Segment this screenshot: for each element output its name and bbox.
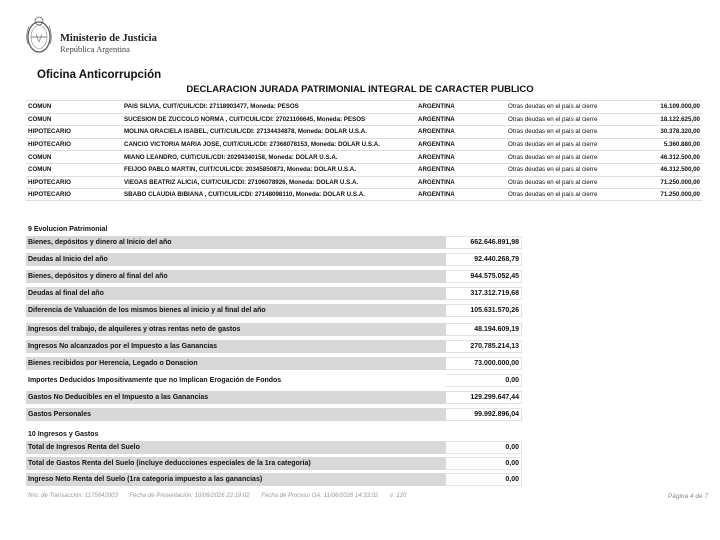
- creditor-name: MIANO LEANDRO, CUIT/CUIL/CDI: 20294340158, Moneda: DOLAR U.S.A.: [124, 153, 338, 161]
- table-row: [26, 188, 702, 201]
- evolution-label: Ingresos No alcanzados por el Impuesto a las Ganancias: [26, 340, 446, 353]
- evolution-label: Importes Deducidos Impositivamente que no Implican Erogación de Fondos: [26, 374, 446, 387]
- page-footer: [28, 493, 416, 499]
- debt-amount: 71.250.000,00: [660, 178, 700, 186]
- evolution-row: [26, 287, 522, 300]
- evolution-label: Gastos No Deducibles en el Impuesto a las Ganancias: [26, 391, 446, 404]
- debt-country: ARGENTINA: [418, 128, 455, 136]
- debt-country: ARGENTINA: [418, 166, 455, 174]
- debt-type: COMUN: [28, 115, 52, 123]
- evolution-row: [26, 253, 522, 266]
- evolution-label: Deudas al Inicio del año: [26, 253, 446, 266]
- section-title-evolucion: 9 Evolucion Patrimonial: [28, 226, 108, 233]
- evolution-value: 0,00: [446, 374, 522, 387]
- evolution-label: Diferencia de Valuación de los mismos bienes al inicio y al final del año: [26, 304, 446, 317]
- evolution-label: Bienes, depósitos y dinero al final del año: [26, 270, 446, 283]
- process-date: Fecha de Proceso OA: 11/06/2026 14:33:02: [261, 493, 379, 499]
- debt-amount: 5.360.880,00: [663, 141, 700, 149]
- debt-description: Otras deudas en el país al cierre: [508, 141, 598, 149]
- evolution-value: 105.631.570,26: [446, 304, 522, 317]
- income-label: Ingreso Neto Renta del Suelo (1ra categoria impuesto a las ganancias): [26, 473, 446, 486]
- evolution-label: Deudas al final del año: [26, 287, 446, 300]
- creditor-name: SUCESION DE ZUCCOLO NORMA , CUIT/CUIL/CDI: 27021106645, Moneda: PESOS: [124, 115, 366, 123]
- debt-amount: 71.250.000,00: [660, 190, 700, 198]
- evolution-label: Bienes, depósitos y dinero al Inicio del año: [26, 236, 446, 249]
- creditor-name: FEIJOO PABLO MARTIN, CUIT/CUIL/CDI: 20345850873, Moneda: DOLAR U.S.A.: [124, 166, 356, 174]
- evolution-row: [26, 236, 522, 249]
- debt-country: ARGENTINA: [418, 115, 455, 123]
- evolution-value: 48.194.609,19: [446, 323, 522, 336]
- evolution-value: 73.000.000,00: [446, 357, 522, 370]
- debt-country: ARGENTINA: [418, 178, 455, 186]
- debt-amount: 30.378.320,00: [660, 128, 700, 136]
- debt-description: Otras deudas en el país al cierre: [508, 153, 598, 161]
- debt-country: ARGENTINA: [418, 153, 455, 161]
- evolution-value: 662.646.891,98: [446, 236, 522, 249]
- income-value: 0,00: [446, 441, 522, 454]
- income-row: [26, 473, 522, 486]
- table-row: [26, 125, 702, 138]
- income-row: [26, 441, 522, 454]
- evolution-row: [26, 304, 522, 317]
- evolution-row: [26, 357, 522, 370]
- evolution-value: 99.992.896,04: [446, 408, 522, 421]
- evolution-row: [26, 270, 522, 283]
- debt-amount: 46.312.500,00: [660, 153, 700, 161]
- evolution-label: Ingresos del trabajo, de alquileres y otras rentas neto de gastos: [26, 323, 446, 336]
- evolution-row: [26, 374, 522, 387]
- evolution-group-1: [26, 236, 522, 321]
- evolution-label: Gastos Personales: [26, 408, 446, 421]
- evolution-row: [26, 323, 522, 336]
- debt-amount: 18.122.625,00: [660, 115, 700, 123]
- income-value: 0,00: [446, 473, 522, 486]
- debt-description: Otras deudas en el país al cierre: [508, 190, 598, 198]
- table-row: [26, 138, 702, 151]
- table-row: [26, 150, 702, 163]
- debt-type: COMUN: [28, 166, 52, 174]
- national-coat-of-arms-icon: [24, 14, 54, 56]
- debt-type: COMUN: [28, 103, 52, 111]
- evolution-value: 317.312.719,68: [446, 287, 522, 300]
- debt-type: HIPOTECARIO: [28, 178, 71, 186]
- evolution-value: 944.575.052,45: [446, 270, 522, 283]
- income-row: [26, 457, 522, 470]
- ministry-name: [60, 34, 157, 54]
- ministry-line2: República Argentina: [60, 44, 130, 54]
- version: v: 120: [389, 493, 407, 499]
- evolution-row: [26, 391, 522, 404]
- debt-amount: 16.109.000,00: [660, 103, 700, 111]
- evolution-value: 92.440.268,79: [446, 253, 522, 266]
- office-name: Oficina Anticorrupción: [37, 69, 162, 81]
- evolution-group-2: [26, 323, 522, 425]
- document-title: DECLARACION JURADA PATRIMONIAL INTEGRAL DE CARACTER PUBLICO: [186, 84, 534, 95]
- debt-description: Otras deudas en el país al cierre: [508, 115, 598, 123]
- income-label: Total de Ingresos Renta del Suelo: [26, 441, 446, 454]
- creditor-name: PAIS SILVIA, CUIT/CUIL/CDI: 27118903477, Moneda: PESOS: [124, 103, 299, 111]
- debt-type: HIPOTECARIO: [28, 128, 71, 136]
- debt-country: ARGENTINA: [418, 141, 455, 149]
- debt-description: Otras deudas en el país al cierre: [508, 128, 598, 136]
- section-title-ingresos: 10 Ingresos y Gastos: [28, 431, 99, 438]
- income-table: [26, 441, 522, 489]
- income-label: Total de Gastos Renta del Suelo (incluye deducciones especiales de la 1ra categoría): [26, 457, 446, 470]
- debt-description: Otras deudas en el país al cierre: [508, 103, 598, 111]
- evolution-value: 270.785.214,13: [446, 340, 522, 353]
- debts-table: [26, 100, 702, 201]
- ministry-line1: Ministerio de Justicia: [60, 33, 157, 44]
- transaction-number: Nro. de Transacción: 1175642003: [28, 493, 118, 499]
- debt-type: HIPOTECARIO: [28, 141, 71, 149]
- debt-amount: 46.312.500,00: [660, 166, 700, 174]
- table-row: [26, 176, 702, 189]
- creditor-name: CANCIO VICTORIA MARIA JOSE, CUIT/CUIL/CDI: 27368078153, Moneda: DOLAR U.S.A.: [124, 141, 380, 149]
- creditor-name: VIEGAS BEATRIZ ALICIA, CUIT/CUIL/CDI: 27106078926, Moneda: DOLAR U.S.A.: [124, 178, 359, 186]
- evolution-label: Bienes recibidos por Herencia, Legado o Donacion: [26, 357, 446, 370]
- debt-type: HIPOTECARIO: [28, 190, 71, 198]
- evolution-value: 129.299.647,44: [446, 391, 522, 404]
- debt-country: ARGENTINA: [418, 190, 455, 198]
- debt-description: Otras deudas en el país al cierre: [508, 178, 598, 186]
- evolution-row: [26, 408, 522, 421]
- debt-description: Otras deudas en el país al cierre: [508, 166, 598, 174]
- creditor-name: SBABO CLAUDIA BIBIANA , CUIT/CUIL/CDI: 27148098110, Moneda: DOLAR U.S.A.: [124, 190, 365, 198]
- page-number: Página 4 de 7: [667, 493, 708, 500]
- debt-country: ARGENTINA: [418, 103, 455, 111]
- debt-type: COMUN: [28, 153, 52, 161]
- evolution-row: [26, 340, 522, 353]
- table-row: [26, 113, 702, 126]
- creditor-name: MOLINA GRACIELA ISABEL, CUIT/CUIL/CDI: 27134434878, Moneda: DOLAR U.S.A.: [124, 128, 367, 136]
- presentation-date: Fecha de Presentación: 10/06/2026 22:19:02: [129, 493, 250, 499]
- income-value: 0,00: [446, 457, 522, 470]
- table-row: [26, 163, 702, 176]
- table-row: [26, 100, 702, 113]
